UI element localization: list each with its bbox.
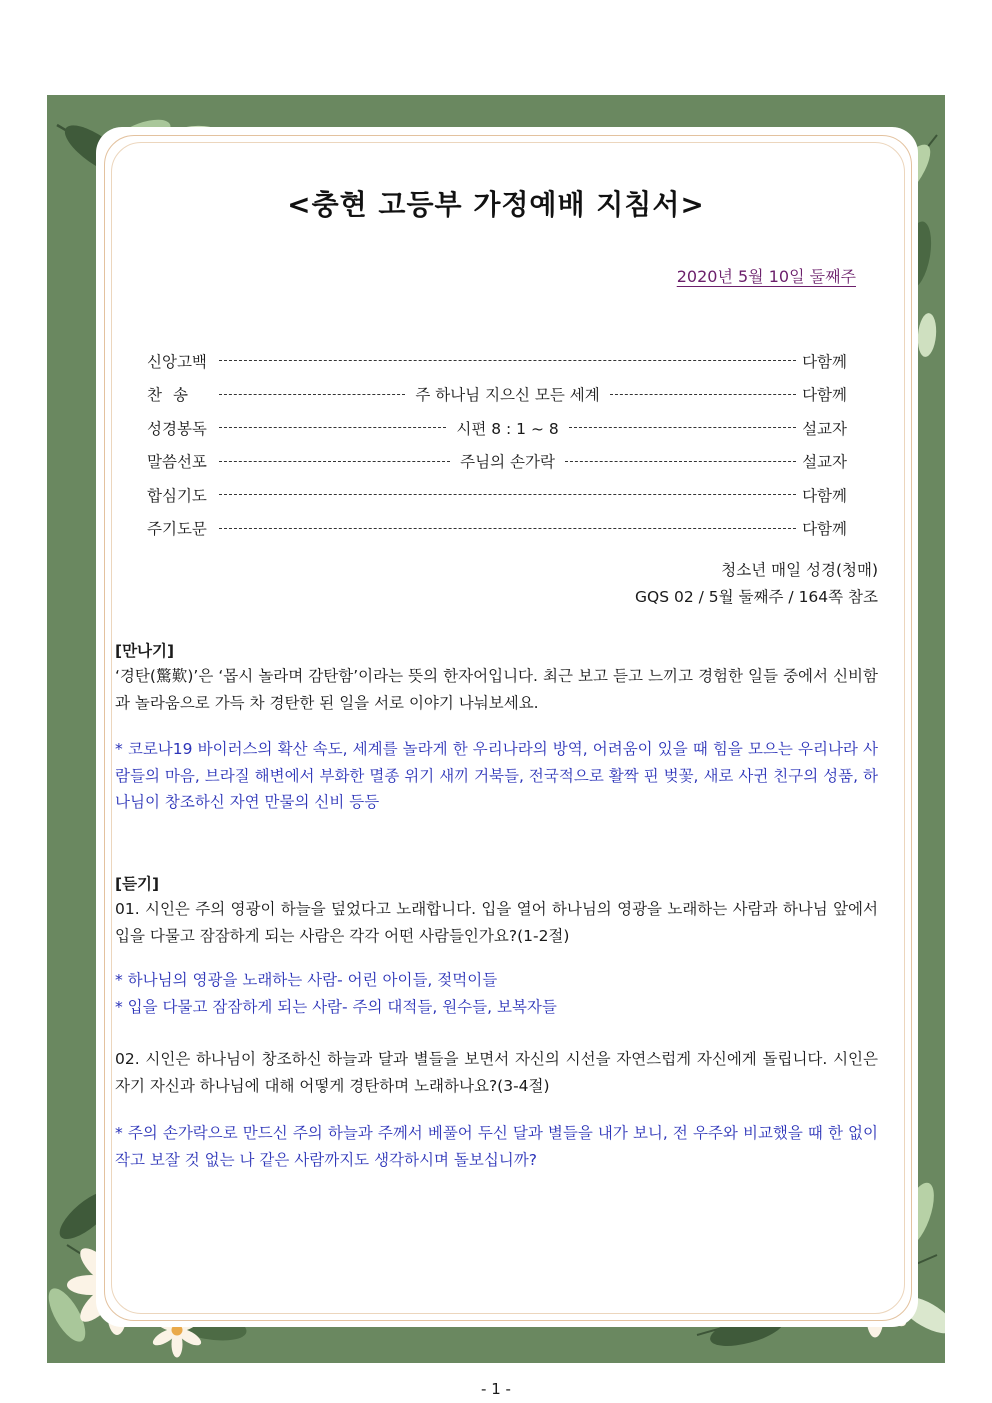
order-row bbox=[147, 478, 847, 512]
order-leader: 다함께 bbox=[802, 386, 847, 405]
order-content: 주님의 손가락 bbox=[460, 453, 555, 472]
answer-2: * 주의 손가락으로 만드신 주의 하늘과 주께서 베풀어 두신 달과 별들을 내가 보니, 전 우주와 비교했을 때 한 없이 작고 보잘 것 없는 나 같은 사람까지도 생각하시며 돌보십니까? bbox=[115, 1124, 878, 1169]
order-label: 신앙고백 bbox=[147, 352, 207, 371]
dash-leader bbox=[219, 360, 796, 361]
order-leader: 다함께 bbox=[802, 486, 847, 505]
meet-answer: * 코로나19 바이러스의 확산 속도, 세계를 놀라게 한 우리나라의 방역, 어려움이 있을 때 힘을 모으는 우리나라 사람들의 마음, 브라질 해변에서 부화한 멸종 위기 새끼 거북들, 전국적으로 활짝 핀 벚꽃, 새로 사귄 친구의 성품, 하나님이 창조하신 자연 만물의 신비 등등 bbox=[115, 740, 878, 811]
order-content: 주 하나님 지으신 모든 세계 bbox=[415, 386, 600, 405]
answer-1-2: * 입을 다물고 잠잠하게 되는 사람- 주의 대적들, 원수들, 보복자들 bbox=[115, 998, 557, 1016]
listen-heading: [듣기] bbox=[115, 875, 160, 893]
dash-leader bbox=[219, 461, 450, 462]
dash-leader bbox=[569, 427, 796, 428]
order-leader: 설교자 bbox=[802, 419, 847, 438]
dash-leader bbox=[219, 394, 405, 395]
reference-line-1: 청소년 매일 성경(청매) bbox=[721, 561, 878, 579]
order-row bbox=[147, 512, 847, 546]
meet-heading: [만나기] bbox=[115, 642, 175, 660]
dash-leader bbox=[219, 528, 796, 529]
service-date: 2020년 5월 10일 둘째주 bbox=[676, 267, 856, 286]
dash-leader bbox=[219, 427, 446, 428]
order-label: 말씀선포 bbox=[147, 453, 207, 472]
dash-leader bbox=[219, 494, 796, 495]
order-label: 주기도문 bbox=[147, 520, 207, 539]
order-leader: 설교자 bbox=[802, 453, 847, 472]
question-2: 02. 시인은 하나님이 창조하신 하늘과 달과 별들을 보면서 자신의 시선을 자연스럽게 자신에게 돌립니다. 시인은 자기 자신과 하나님에 대해 어떻게 경탄하며 노래하나요?(3-4절) bbox=[115, 1050, 878, 1095]
page-title: <충현 고등부 가정예배 지침서> bbox=[287, 188, 705, 221]
dash-leader bbox=[610, 394, 796, 395]
order-leader: 다함께 bbox=[802, 352, 847, 371]
order-label: 찬송 bbox=[147, 386, 199, 405]
answer-1-1: * 하나님의 영광을 노래하는 사람- 어린 아이들, 젖먹이들 bbox=[115, 971, 498, 989]
order-label: 성경봉독 bbox=[147, 419, 207, 438]
worship-order bbox=[147, 344, 847, 545]
order-row bbox=[147, 445, 847, 479]
dash-leader bbox=[565, 461, 796, 462]
order-row bbox=[147, 344, 847, 378]
order-leader: 다함께 bbox=[802, 520, 847, 539]
page-number: - 1 - bbox=[481, 1380, 511, 1398]
order-label: 합심기도 bbox=[147, 486, 207, 505]
reference-line-2: GQS 02 / 5월 둘째주 / 164쪽 참조 bbox=[635, 588, 878, 606]
order-row bbox=[147, 411, 847, 445]
meet-question: ‘경탄(驚歎)’은 ‘몹시 놀라며 감탄함’이라는 뜻의 한자어입니다. 최근 보고 듣고 느끼고 경험한 일들 중에서 신비함과 놀라움으로 가득 차 경탄한 된 일을 서로 이야기 나눠보세요. bbox=[115, 667, 878, 712]
order-content: 시편 8 : 1 ~ 8 bbox=[456, 419, 559, 438]
order-row bbox=[147, 378, 847, 412]
question-1: 01. 시인은 주의 영광이 하늘을 덮었다고 노래합니다. 입을 열어 하나님의 영광을 노래하는 사람과 하나님 앞에서 입을 다물고 잠잠하게 되는 사람은 각각 어떤 사람들인가요?(1-2절) bbox=[115, 900, 878, 945]
